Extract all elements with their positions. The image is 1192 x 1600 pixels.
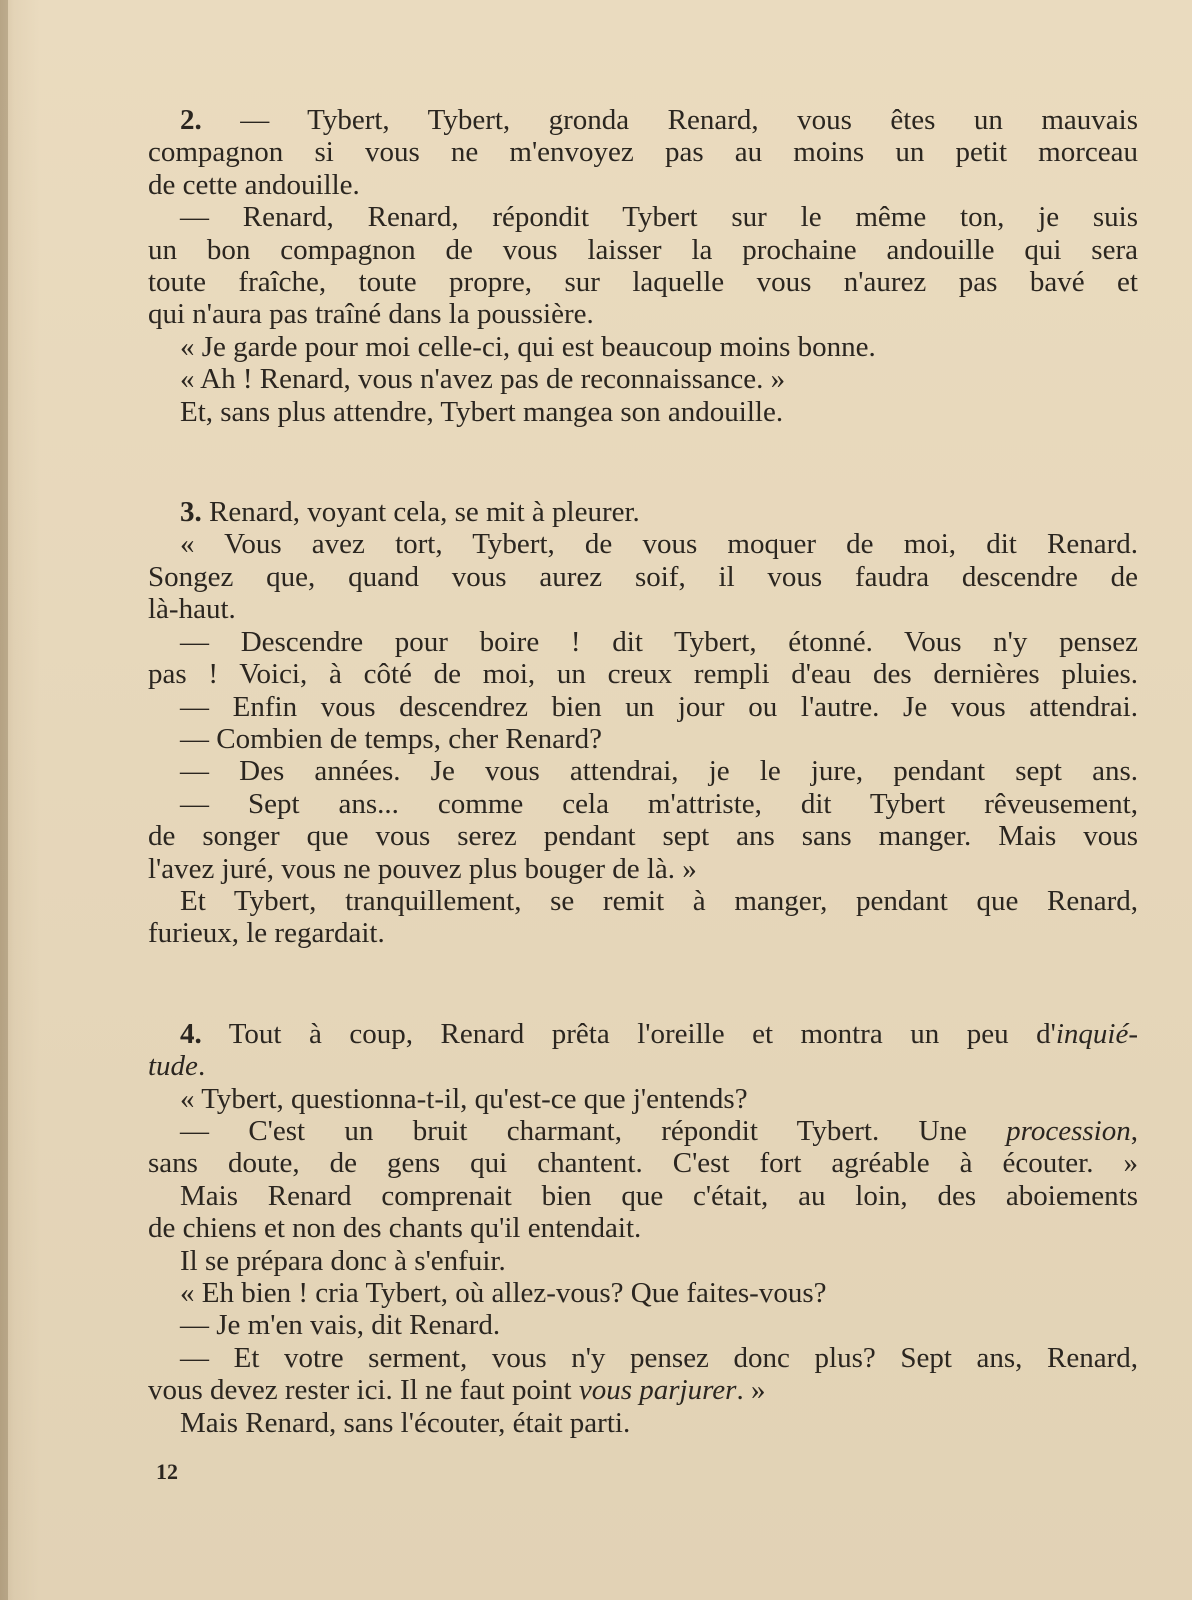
text-line: « Ah ! Renard, vous n'avez pas de reconnaissance. » [180,363,786,396]
section-number: 4. [180,1017,202,1050]
text-line: toute fraîche, toute propre, sur laquelle vous n'aurez pas bavé et [148,266,1138,299]
section-4 [148,1018,1138,1439]
text-line: « Vous avez tort, Tybert, de vous moquer de moi, dit Renard. [180,528,1138,561]
text-line: furieux, le regardait. [148,917,385,950]
text-line: de chiens et non des chants qu'il entendait. [148,1212,642,1245]
section-2 [148,104,1138,428]
text-line: Mais Renard comprenait bien que c'était, au loin, des aboiements [180,1179,1138,1212]
text-line: Songez que, quand vous aurez soif, il vous faudra descendre de [148,560,1138,593]
section-number: 2. [180,104,202,136]
text-line: 2. — Tybert, Tybert, gronda Renard, vous êtes un mauvais [180,104,1138,136]
text-line: l'avez juré, vous ne pouvez plus bouger de là. » [148,852,697,885]
text-line: « Tybert, questionna-t-il, qu'est-ce que j'entends? [180,1082,748,1115]
text-line: vous devez rester ici. Il ne faut point vous parjurer. » [148,1374,766,1407]
text-line: compagnon si vous ne m'envoyez pas au moins un petit morceau [148,136,1138,169]
text-line: pas ! Voici, à côté de moi, un creux rempli d'eau des dernières pluies. [148,658,1138,691]
section-3 [148,496,1138,950]
text-line: — Et votre serment, vous n'y pensez donc plus? Sept ans, Renard, [180,1341,1138,1374]
text-line: un bon compagnon de vous laisser la prochaine andouille qui sera [148,233,1138,266]
text-line: — Combien de temps, cher Renard? [180,722,602,755]
text-line: « Eh bien ! cria Tybert, où allez-vous? Que faites-vous? [180,1277,827,1309]
text-line: Et Tybert, tranquillement, se remit à manger, pendant que Renard, [180,884,1138,917]
text-line: — Sept ans... comme cela m'attriste, dit Tybert rêveusement, [180,787,1138,820]
text-line: — C'est un bruit charmant, répondit Tybert. Une procession, [180,1114,1138,1147]
text-line: 3. Renard, voyant cela, se mit à pleurer. [180,496,640,529]
text-line: — Je m'en vais, dit Renard. [180,1309,501,1342]
section-number: 3. [180,496,202,529]
text-line: là-haut. [148,593,236,626]
page-number: 12 [156,1459,178,1484]
text-line: — Renard, Renard, répondit Tybert sur le même ton, je suis [180,201,1138,234]
text-line: Et, sans plus attendre, Tybert mangea son andouille. [180,395,784,428]
text-line: tude. [148,1050,206,1083]
text-line: Il se prépara donc à s'enfuir. [180,1244,506,1277]
text-line: 4. Tout à coup, Renard prêta l'oreille et montra un peu d'inquié- [180,1017,1138,1050]
text-line: de songer que vous serez pendant sept ans sans manger. Mais vous [148,820,1138,853]
page-gutter-shadow [0,0,8,1600]
book-page-text [148,104,1138,1439]
text-line: sans doute, de gens qui chantent. C'est fort agréable à écouter. » [148,1147,1138,1180]
text-line: de cette andouille. [148,168,360,201]
text-line: — Enfin vous descendrez bien un jour ou l'autre. Je vous attendrai. [180,690,1138,723]
text-line: qui n'aura pas traîné dans la poussière. [148,298,594,331]
text-line: Mais Renard, sans l'écouter, était parti. [180,1406,631,1439]
text-line: — Descendre pour boire ! dit Tybert, étonné. Vous n'y pensez [180,625,1138,658]
text-line: « Je garde pour moi celle-ci, qui est beaucoup moins bonne. [180,330,876,363]
text-line: — Des années. Je vous attendrai, je le jure, pendant sept ans. [180,755,1138,788]
